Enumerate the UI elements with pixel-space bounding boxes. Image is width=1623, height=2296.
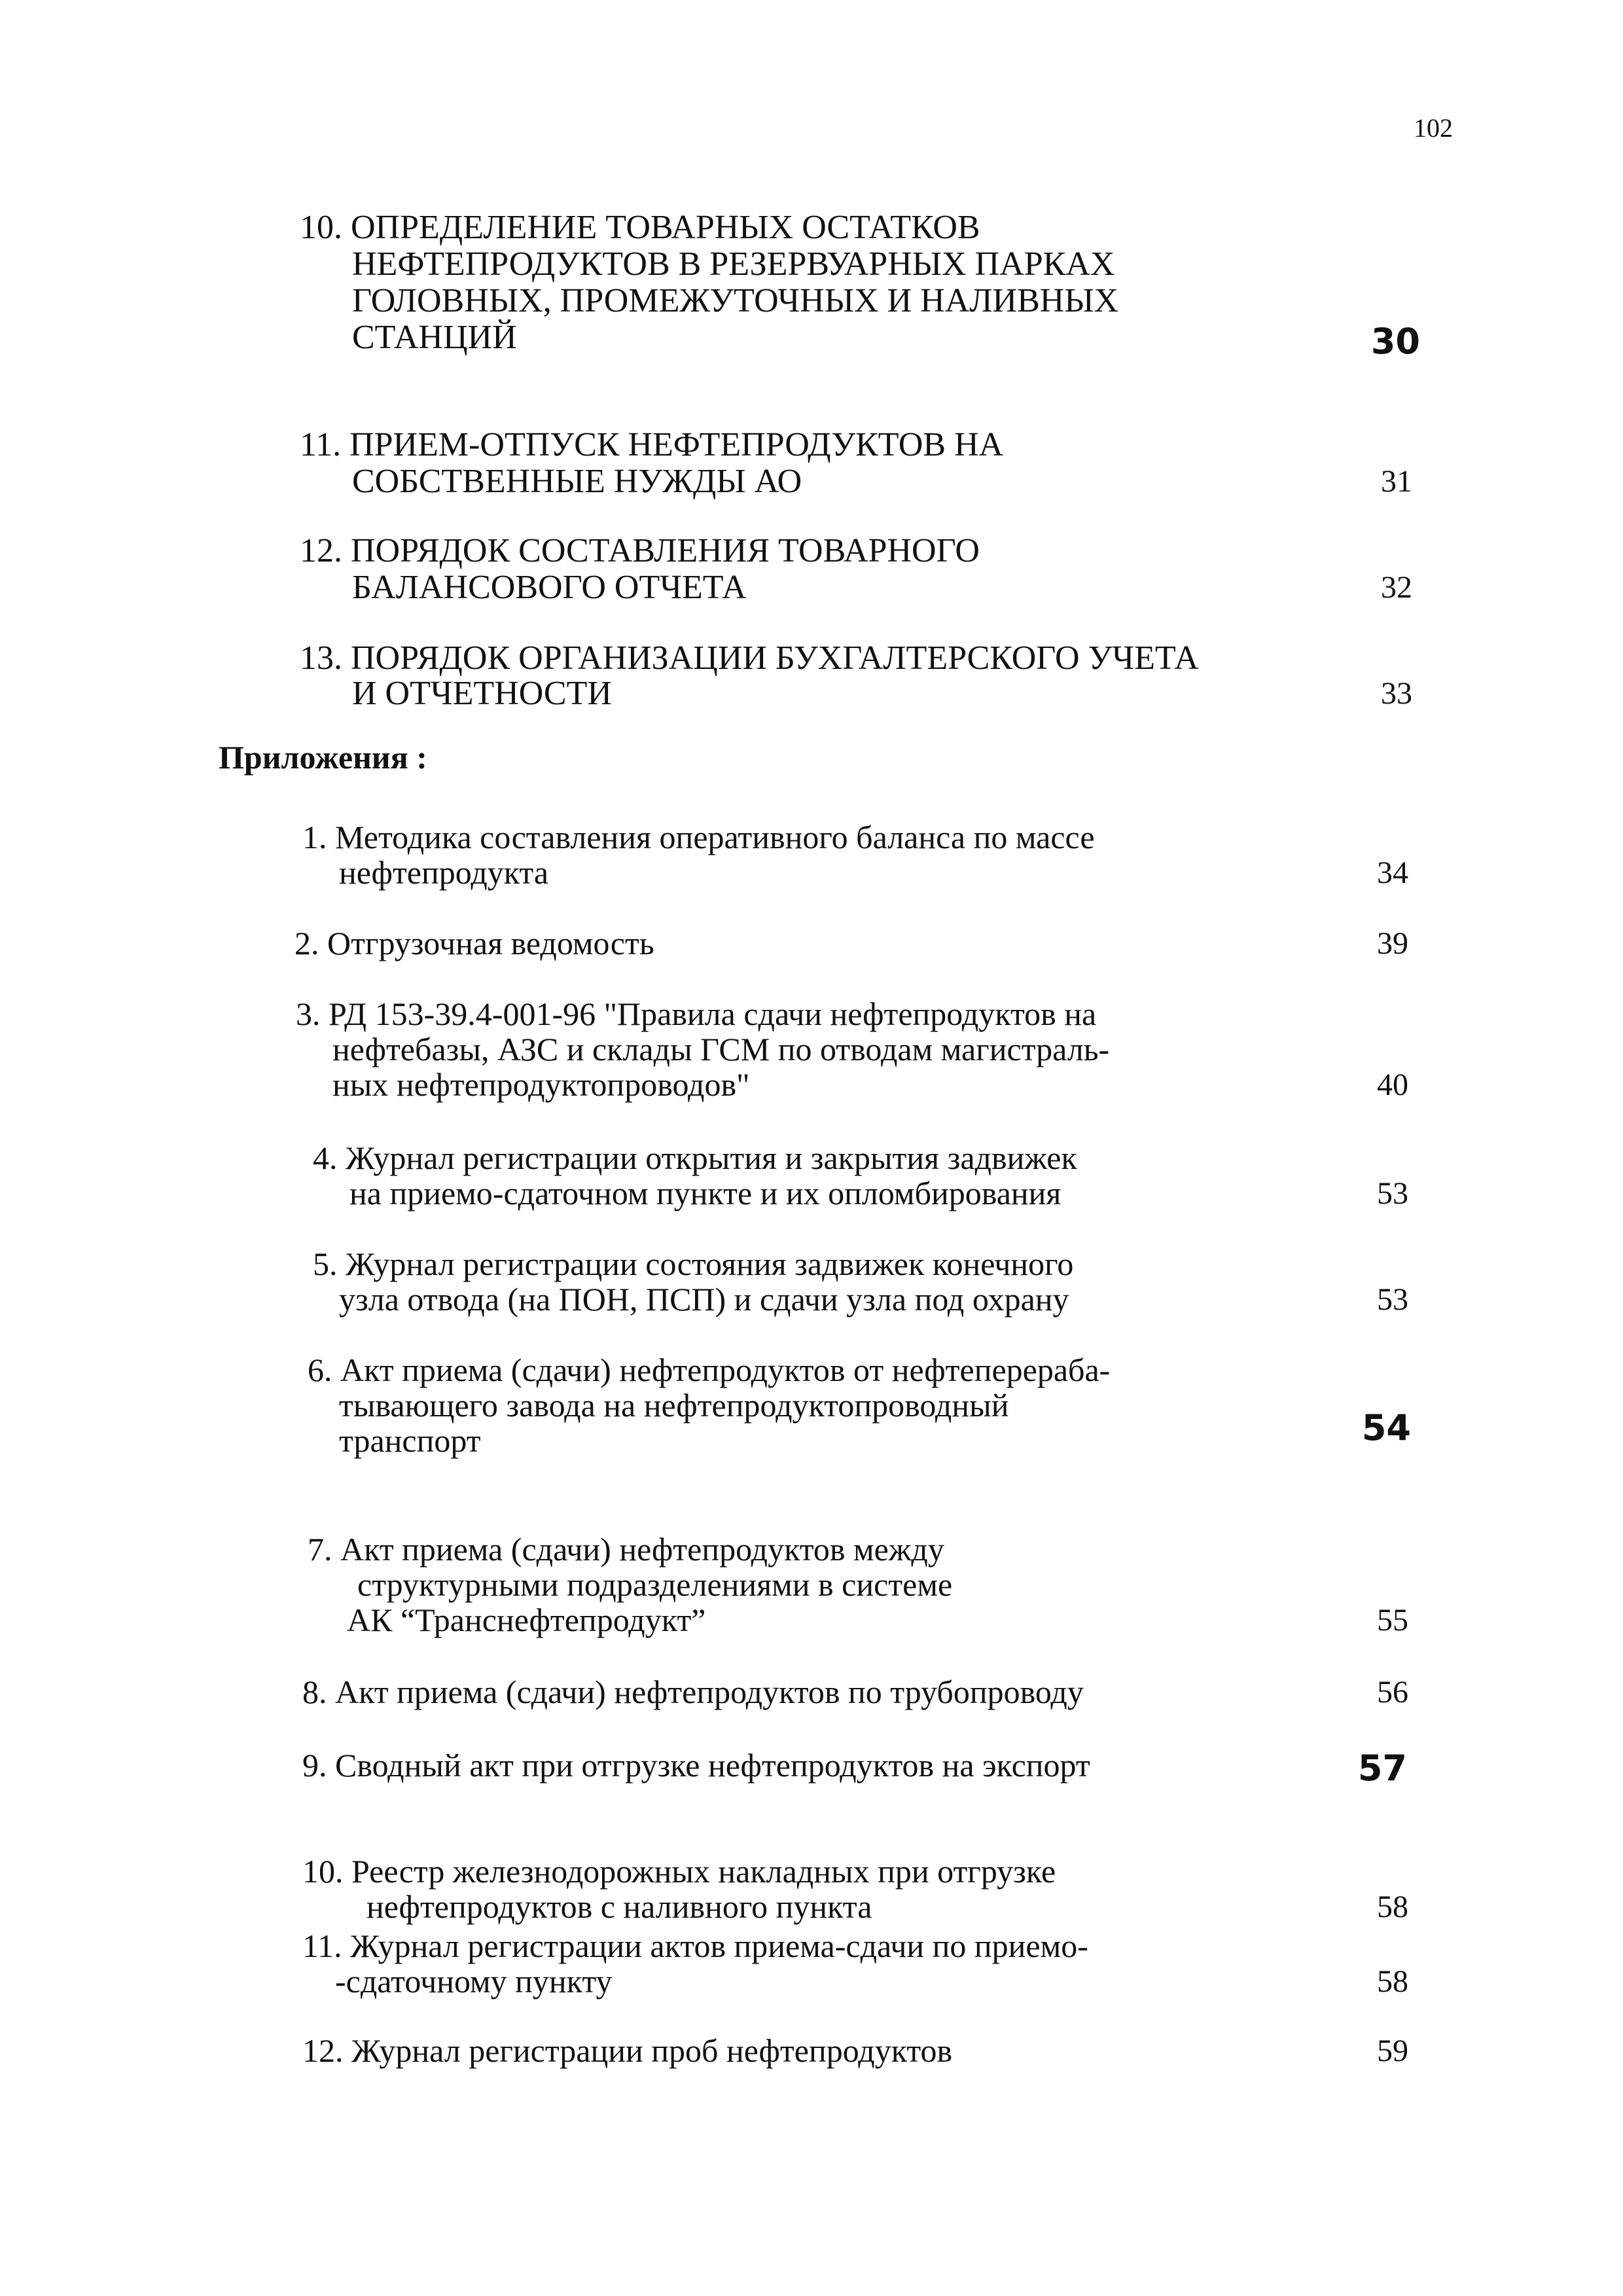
entry-line: 5. Журнал регистрации состояния задвижек конечного [313,1246,1074,1282]
entry-line: нефтепродуктов с наливного пункта [366,1888,872,1925]
entry-line: тывающего завода на нефтепродуктопроводный [339,1387,1009,1424]
entry-page-number: 53 [1377,1176,1408,1211]
entry-line: транспорт [339,1422,481,1459]
entry-line: И ОТЧЕТНОСТИ [352,675,612,712]
appendices-heading: Приложения : [219,739,427,776]
entry-page-number: 59 [1377,2034,1408,2068]
entry-page-number: 31 [1381,464,1412,499]
entry-page-number: 33 [1381,676,1412,711]
entry-line: 1. Методика составления оперативного баланса по массе [302,819,1095,855]
entry-line: 10. ОПРЕДЕЛЕНИЕ ТОВАРНЫХ ОСТАТКОВ [300,209,980,246]
entry-line: АК “Транснефтепродукт” [347,1602,706,1638]
entry-page-number: 57 [1357,1748,1407,1789]
entry-line: БАЛАНСОВОГО ОТЧЕТА [352,569,747,606]
entry-line: узла отвода (на ПОН, ПСП) и сдачи узла под охрану [339,1281,1069,1318]
entry-page-number: 32 [1381,570,1412,605]
entry-line: ГОЛОВНЫХ, ПРОМЕЖУТОЧНЫХ И НАЛИВНЫХ [352,282,1119,319]
entry-page-number: 54 [1361,1407,1411,1448]
entry-line: 11. Журнал регистрации актов приема-сдачи по приемо- [302,1928,1088,1964]
entry-page-number: 40 [1377,1067,1408,1102]
entry-line: 4. Журнал регистрации открытия и закрытия задвижек [313,1139,1077,1176]
entry-line: 7. Акт приема (сдачи) нефтепродуктов между [308,1531,944,1568]
entry-line: нефтепродукта [339,854,549,891]
entry-page-number: 55 [1377,1603,1408,1638]
entry-line: 2. Отгрузочная ведомость [294,925,654,961]
entry-page-number: 58 [1377,1890,1408,1924]
entry-line: нефтебазы, АЗС и склады ГСМ по отводам магистраль- [332,1031,1110,1067]
page-number: 102 [1414,113,1453,143]
entry-page-number: 56 [1377,1675,1408,1710]
entry-line: 3. РД 153-39.4-001-96 "Правила сдачи нефтепродуктов на [296,996,1097,1032]
entry-line: 8. Акт приема (сдачи) нефтепродуктов по трубопроводу [302,1674,1084,1710]
entry-line: НЕФТЕПРОДУКТОВ В РЕЗЕРВУАРНЫХ ПАРКАХ [352,245,1115,283]
entry-line: 13. ПОРЯДОК ОРГАНИЗАЦИИ БУХГАЛТЕРСКОГО УЧЕТА [300,639,1199,677]
entry-line: 9. Сводный акт при отгрузке нефтепродуктов на экспорт [302,1747,1090,1784]
entry-page-number: 30 [1370,321,1420,362]
entry-line: на приемо-сдаточном пункте и их опломбирования [349,1175,1061,1211]
entry-line: -сдаточному пункту [335,1963,613,2000]
entry-line: 12. ПОРЯДОК СОСТАВЛЕНИЯ ТОВАРНОГО [300,532,980,569]
entry-line: 11. ПРИЕМ-ОТПУСК НЕФТЕПРОДУКТОВ НА [300,426,1004,463]
entry-page-number: 39 [1377,926,1408,961]
entry-line: ных нефтепродуктопроводов" [332,1066,750,1103]
entry-line: структурными подразделениями в системе [357,1566,953,1603]
entry-line: 12. Журнал регистрации проб нефтепродуктов [302,2032,953,2069]
entry-line: 6. Акт приема (сдачи) нефтепродуктов от нефтеперераба- [308,1352,1111,1388]
entry-line: 10. Реестр железнодорожных накладных при отгрузке [302,1853,1056,1890]
entry-page-number: 58 [1377,1964,1408,1999]
entry-line: СТАНЦИЙ [352,319,517,356]
entry-page-number: 53 [1377,1282,1408,1317]
entry-line: СОБСТВЕННЫЕ НУЖДЫ АО [352,463,802,500]
entry-page-number: 34 [1377,855,1408,890]
